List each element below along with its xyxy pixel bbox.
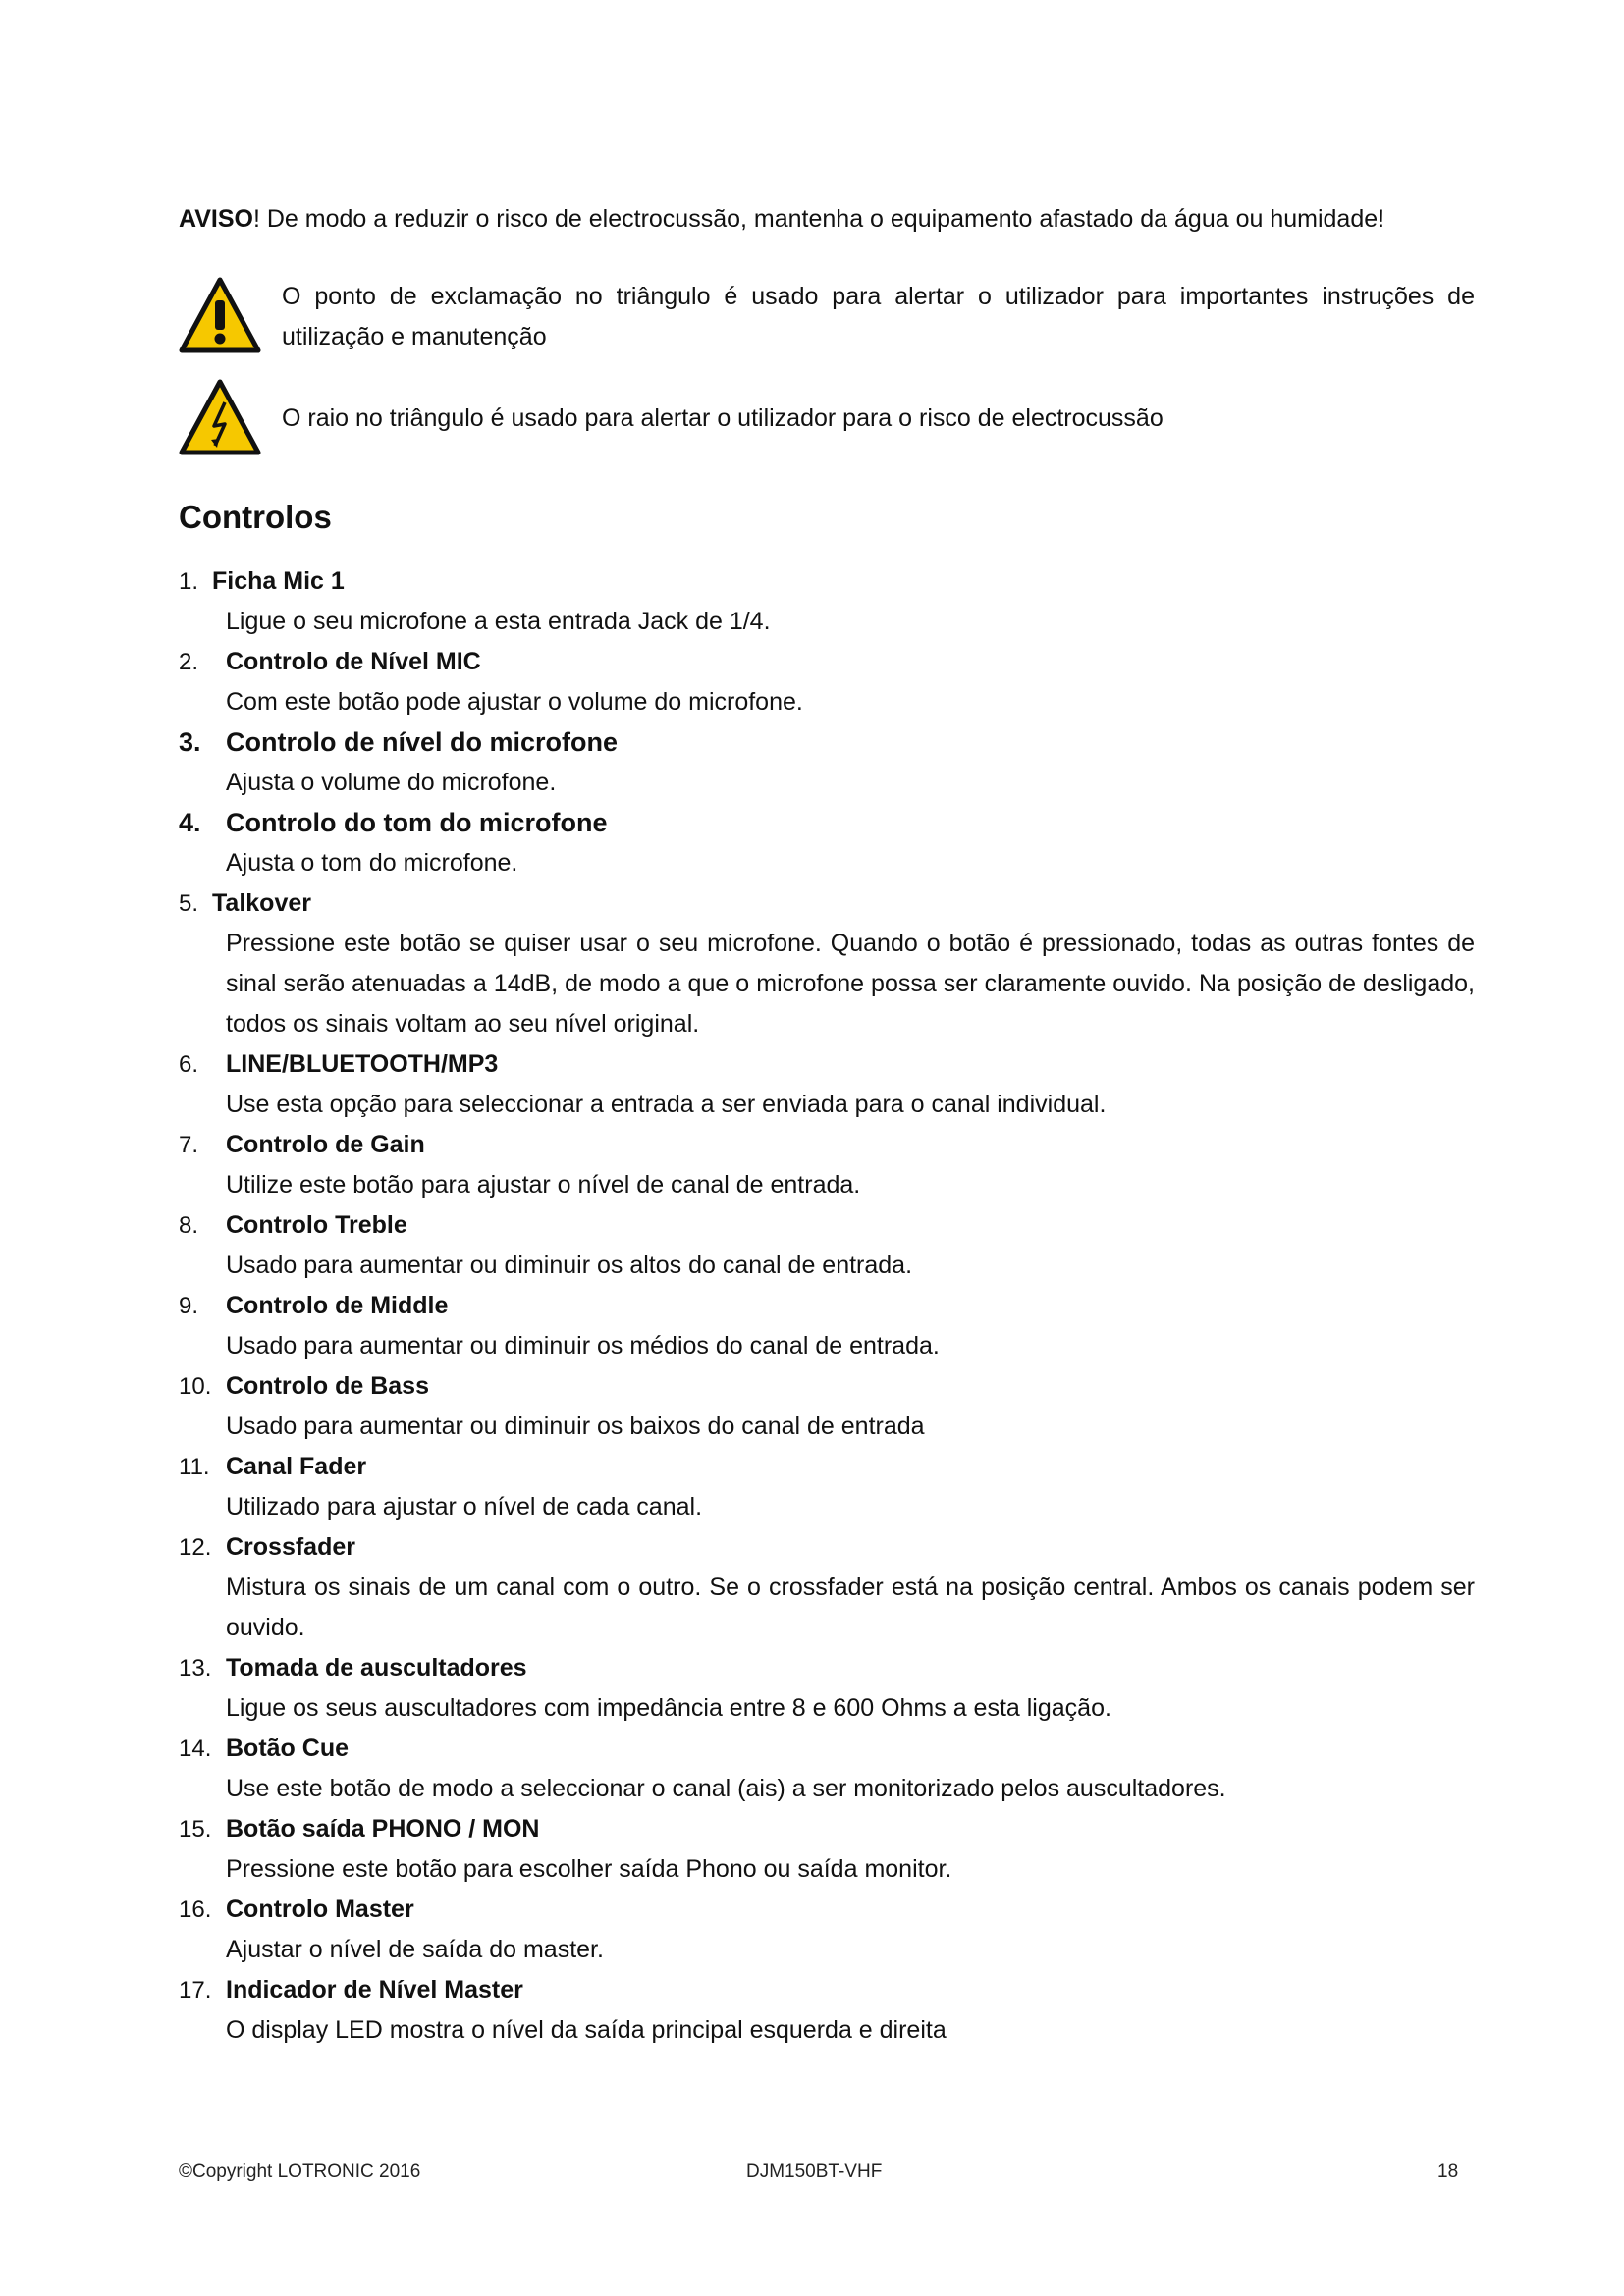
list-item (179, 1205, 1475, 1286)
warning-line (179, 201, 1384, 237)
item-number: 7. (179, 1132, 199, 1158)
footer-page-number: 18 (1437, 2162, 1459, 2182)
item-title: Botão Cue (226, 1735, 349, 1762)
lightning-triangle-icon (179, 379, 261, 455)
exclamation-symbol-note (179, 277, 1475, 365)
item-number: 4. (179, 808, 201, 837)
item-desc: Ajustar o nível de saída do master. (226, 1936, 604, 1963)
list-item (179, 1366, 1475, 1447)
item-desc: Usado para aumentar ou diminuir os baixos do canal de entrada (226, 1413, 925, 1440)
list-item (179, 1286, 1475, 1366)
item-desc: Utilize este botão para ajustar o nível de canal de entrada. (226, 1171, 861, 1199)
list-item (179, 642, 1475, 722)
warning-text: ! De modo a reduzir o risco de electrocussão, mantenha o equipamento afastado da água ou humidade! (252, 205, 1385, 233)
item-desc: Pressione este botão para escolher saída Phono ou saída monitor. (226, 1855, 952, 1883)
item-title: Controlo de Middle (226, 1292, 449, 1319)
list-item (179, 722, 1475, 803)
list-item (179, 803, 1475, 883)
list-item (179, 883, 1475, 1044)
item-number: 16. (179, 1896, 212, 1923)
list-item (179, 1970, 1475, 2051)
item-title: Canal Fader (226, 1453, 367, 1480)
item-number: 13. (179, 1655, 212, 1682)
item-desc: Ajusta o volume do microfone. (226, 769, 557, 796)
item-number: 12. (179, 1534, 212, 1561)
item-number: 6. (179, 1051, 199, 1078)
item-desc: Mistura os sinais de um canal com o outro. Se o crossfader está na posição central. Ambos os canais podem ser ouvido. (226, 1574, 1475, 1641)
item-number: 9. (179, 1293, 199, 1319)
item-desc: Ligue o seu microfone a esta entrada Jack de 1/4. (226, 608, 771, 635)
controls-list (179, 561, 1475, 2051)
item-title: LINE/BLUETOOTH/MP3 (226, 1050, 499, 1078)
item-desc: Usado para aumentar ou diminuir os altos do canal de entrada. (226, 1252, 913, 1279)
exclamation-symbol-text: O ponto de exclamação no triângulo é usado para alertar o utilizador para importantes instruções de utilização e manutenção (282, 283, 1475, 350)
list-item (179, 1890, 1475, 1970)
footer-model: DJM150BT-VHF (746, 2162, 883, 2182)
item-title: Controlo Treble (226, 1211, 407, 1239)
item-title: Botão saída PHONO / MON (226, 1815, 540, 1842)
item-number: 15. (179, 1816, 212, 1842)
item-desc: Ajusta o tom do microfone. (226, 849, 518, 877)
list-item (179, 1447, 1475, 1527)
list-item (179, 1809, 1475, 1890)
item-desc: Use este botão de modo a seleccionar o canal (ais) a ser monitorizado pelos auscultadores. (226, 1775, 1226, 1802)
item-title: Controlo de Bass (226, 1372, 429, 1400)
footer-copyright: ©Copyright LOTRONIC 2016 (179, 2162, 421, 2182)
item-desc: Pressione este botão se quiser usar o seu microfone. Quando o botão é pressionado, todas as outras fontes de sinal serão atenuadas a 14dB, de modo a que o microfone possa ser claramente ouvido. Na posição de desligado, todos os sinais voltam ao seu nível original. (226, 930, 1475, 1038)
item-desc: Ligue os seus auscultadores com impedância entre 8 e 600 Ohms a esta ligação. (226, 1694, 1111, 1722)
item-title: Controlo Master (226, 1896, 414, 1923)
list-item (179, 1044, 1475, 1125)
list-item (179, 1648, 1475, 1729)
item-number: 14. (179, 1735, 212, 1762)
item-title: Indicador de Nível Master (226, 1976, 523, 2003)
warning-label: AVISO (179, 205, 253, 233)
item-desc: Utilizado para ajustar o nível de cada canal. (226, 1493, 703, 1521)
item-number: 17. (179, 1977, 212, 2003)
item-title: Crossfader (226, 1533, 355, 1561)
item-desc: O display LED mostra o nível da saída principal esquerda e direita (226, 2016, 947, 2044)
item-number: 5. (179, 890, 199, 917)
section-title: Controlos (179, 499, 332, 535)
list-item (179, 561, 1475, 642)
list-item (179, 1729, 1475, 1809)
exclamation-triangle-icon (179, 277, 261, 353)
item-title: Controlo de nível do microfone (226, 727, 619, 757)
item-title: Controlo de Gain (226, 1131, 425, 1158)
lightning-symbol-text: O raio no triângulo é usado para alertar o utilizador para o risco de electrocussão (282, 404, 1164, 432)
item-title: Controlo do tom do microfone (226, 808, 608, 837)
item-number: 10. (179, 1373, 212, 1400)
item-title: Controlo de Nível MIC (226, 648, 481, 675)
item-number: 3. (179, 727, 201, 757)
list-item (179, 1125, 1475, 1205)
item-number: 2. (179, 649, 199, 675)
item-title: Tomada de auscultadores (226, 1654, 527, 1682)
item-desc: Use esta opção para seleccionar a entrada a ser enviada para o canal individual. (226, 1091, 1107, 1118)
item-title: Ficha Mic 1 (212, 567, 345, 595)
lightning-symbol-note (179, 379, 1475, 457)
item-desc: Com este botão pode ajustar o volume do microfone. (226, 688, 803, 716)
list-item (179, 1527, 1475, 1648)
item-number: 8. (179, 1212, 199, 1239)
item-number: 1. (179, 568, 199, 595)
item-number: 11. (179, 1454, 210, 1480)
item-desc: Usado para aumentar ou diminuir os médios do canal de entrada. (226, 1332, 940, 1360)
item-title: Talkover (212, 889, 311, 917)
